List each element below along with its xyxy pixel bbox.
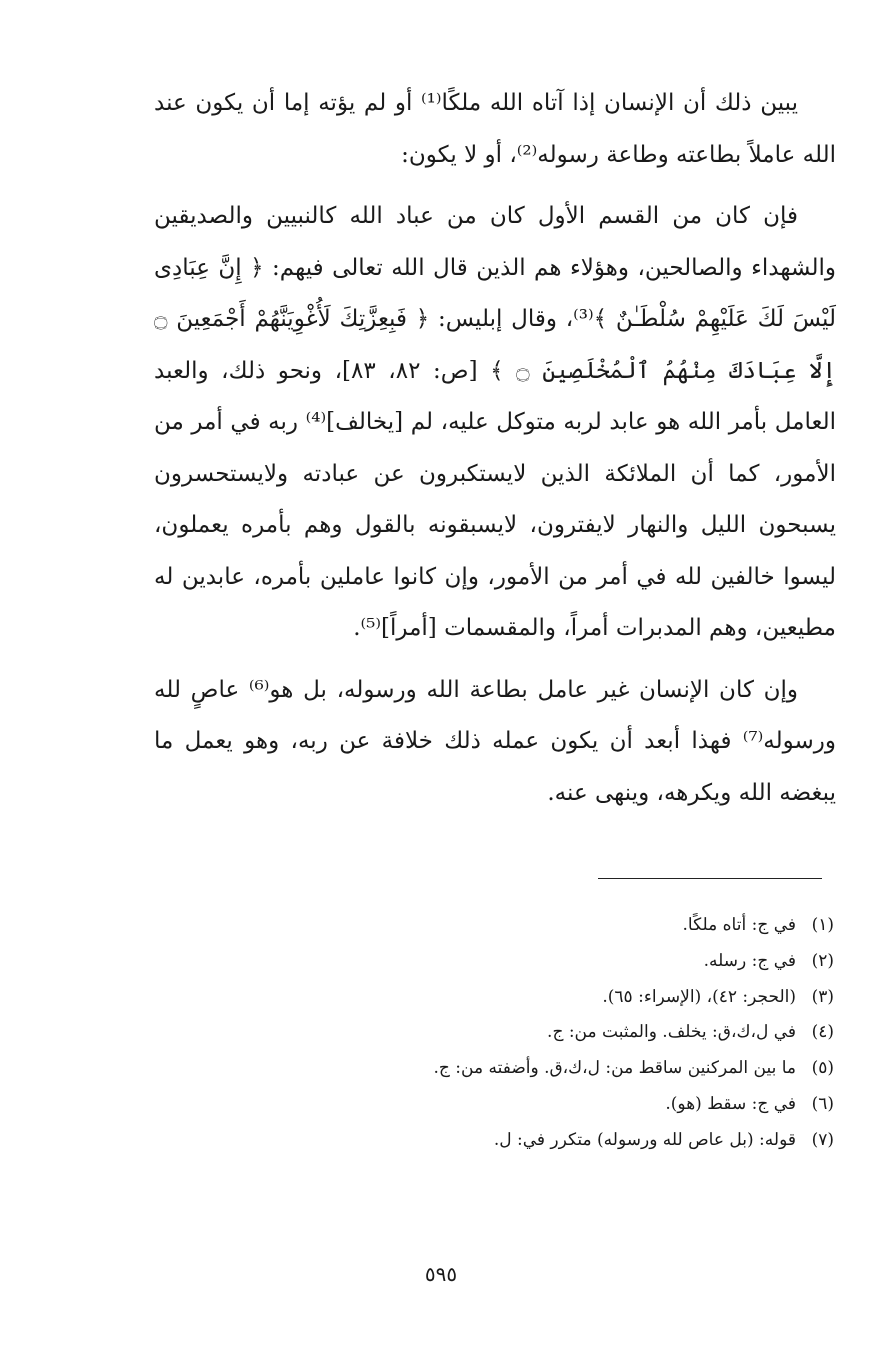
footnote-text: (الحجر: ٤٢)، (الإسراء: ٦٥).	[602, 986, 796, 1007]
paragraph-2: فإن كان من القسم الأول كان من عباد الله كالنبيين والصديقين والشهداء والصالحين، وهؤلاء هم الذين قال الله تعالى فيهم: ﴿ إِنَّ عِبَادِى لَيْسَ لَكَ عَلَيْهِمْ سُلْطَـٰنٌ ﴾⁽³⁾، وقال إبليس: ﴿ فَبِعِزَّتِكَ لَأُغْوِيَنَّهُمْ أَجْمَعِينَ ۝ إِلَّا عِبَادَكَ مِنْهُمُ ٱلْمُخْلَصِينَ ۝ ﴾ [ص: ٨٢، ٨٣]، ونحو ذلك، والعبد العامل بأمر الله هو عابد لربه متوكل عليه، لم [يخالف]⁽⁴⁾ ربه في أمر من الأمور، كما أن الملائكة الذين لايستكبرون عن عبادته ولايستحسرون يسبحون الليل والنهار لايفترون، لايسبقونه بالقول وهم بأمره يعملون، ليسوا خالفين لله في أمر من الأمور، وإن كانوا عاملين بأمره، عابدين له مطيعين، وهم المدبرات أمراً، والمقسمات [أمراً]⁽⁵⁾.	[154, 203, 837, 641]
footnote-item	[154, 1087, 834, 1123]
footnote-item	[154, 908, 834, 944]
main-text	[154, 78, 836, 829]
footnote-number: (٦)	[811, 1093, 834, 1114]
footnote-divider	[598, 878, 822, 879]
footnote-number: (١)	[811, 915, 834, 935]
footnote-number: (٤)	[811, 1022, 834, 1043]
footnote-item	[154, 1051, 834, 1087]
footnote-item	[154, 980, 834, 1016]
page-number: ٥٩٥	[424, 1262, 458, 1286]
footnote-number: (٣)	[811, 986, 834, 1007]
footnote-number: (٢)	[811, 950, 834, 971]
paragraph-3: وإن كان الإنسان غير عامل بطاعة الله ورسوله، بل هو⁽⁶⁾ عاصٍ لله ورسوله⁽⁷⁾ فهذا أبعد أن يكون عمله ذلك خلافة عن ربه، وهو يعمل ما يبغضه الله ويكرهه، وينهى عنه.	[154, 676, 836, 806]
footnote-item	[154, 1123, 834, 1159]
footnote-text: قوله: (بل عاص لله ورسوله) متكرر في: ل.	[493, 1129, 796, 1150]
footnote-text: في ل،ك،ق: يخلف. والمثبت من: ج.	[547, 1022, 796, 1043]
footnote-item	[154, 1015, 834, 1051]
footnote-text: في ج: أتاه ملكًا.	[682, 915, 796, 935]
paragraph-1: يبين ذلك أن الإنسان إذا آتاه الله ملكًا⁽¹⁾ أو لم يؤته إما أن يكون عند الله عاملاً بطاعته وطاعة رسوله⁽²⁾، أو لا يكون:	[154, 90, 836, 168]
footnotes-list	[154, 908, 834, 1159]
footnote-number: (٥)	[811, 1058, 834, 1079]
footnote-text: في ج: سقط (هو).	[665, 1093, 796, 1114]
footnote-item	[154, 944, 834, 980]
footnote-number: (٧)	[811, 1129, 834, 1150]
footnote-text: ما بين المركنين ساقط من: ل،ك،ق. وأضفته من: ج.	[433, 1058, 796, 1079]
footnote-text: في ج: رسله.	[703, 950, 796, 971]
